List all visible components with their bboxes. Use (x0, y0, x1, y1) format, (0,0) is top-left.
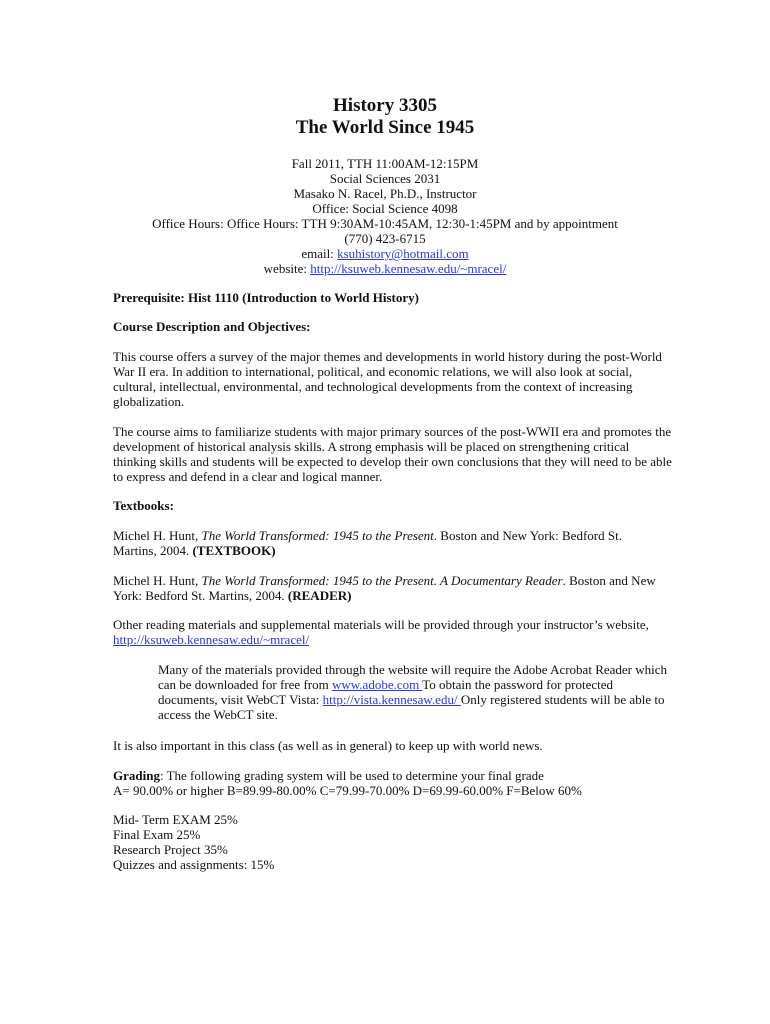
description-p2-line: thinking skills and students will be expected to develop their own conclusions that they will need to be able (113, 454, 672, 469)
website-line (0, 261, 770, 276)
grade-component: Mid- Term EXAM 25% (113, 812, 238, 827)
acrobat-text: To obtain the password for protected (422, 677, 614, 692)
course-title: History 3305 (333, 95, 437, 116)
acrobat-line-1: Many of the materials provided through the website will require the Adobe Acrobat Reader which (158, 662, 668, 677)
adobe-link[interactable]: www.adobe.com (331, 677, 423, 692)
book-publisher: . Boston and New (562, 573, 656, 588)
email-line (0, 246, 770, 261)
grade-component: Research Project 35% (113, 842, 228, 857)
description-p2-line: development of historical analysis skills. A strong emphasis will be placed on strengthening critical (113, 439, 630, 454)
description-p2-line: to express and defend in a clear and logical manner. (113, 469, 383, 484)
world-news-line: It is also important in this class (as well as in general) to keep up with world news. (113, 738, 543, 753)
acrobat-text: can be downloaded for free from (158, 677, 332, 692)
webct-link[interactable]: http://vista.kennesaw.edu/ (322, 692, 461, 707)
email-link[interactable]: ksuhistory@hotmail.com (337, 246, 469, 261)
description-p2-line: The course aims to familiarize students with major primary sources of the post-WWII era and promotes the (113, 424, 672, 439)
description-p1-line: This course offers a survey of the major themes and developments in world history during the post-World (113, 349, 662, 364)
acrobat-line-3 (158, 692, 665, 707)
description-p1-line: globalization. (113, 394, 185, 409)
book-author: Michel H. Hunt, (113, 573, 202, 588)
grade-component: Final Exam 25% (113, 827, 201, 842)
website-link[interactable]: http://ksuweb.kennesaw.edu/~mracel/ (310, 261, 507, 276)
email-label: email: (301, 246, 338, 261)
phone-line: (770) 423-6715 (344, 231, 426, 246)
other-materials-line: Other reading materials and supplemental materials will be provided through your instructor’s website, (113, 617, 649, 632)
book-author: Michel H. Hunt, (113, 528, 202, 543)
textbook-1-line-2 (113, 543, 276, 558)
grading-line (113, 768, 544, 783)
description-p1-line: War II era. In addition to international, political, and economic relations, we will also look at social, (113, 364, 633, 379)
book-publisher: . Boston and New York: Bedford St. (433, 528, 622, 543)
grading-label: Grading (113, 768, 160, 783)
term-line: Fall 2011, TTH 11:00AM-12:15PM (291, 156, 479, 171)
description-p1-line: cultural, intellectual, environmental, and technological developments from the context of increasing (113, 379, 633, 394)
office-line: Office: Social Science 4098 (312, 201, 458, 216)
description-heading: Course Description and Objectives: (113, 319, 311, 334)
grading-text: : The following grading system will be used to determine your final grade (159, 768, 544, 783)
instructor-website-link[interactable]: http://ksuweb.kennesaw.edu/~mracel/ (113, 632, 310, 647)
office-hours-line: Office Hours: Office Hours: TTH 9:30AM-10:45AM, 12:30-1:45PM and by appointment (152, 216, 618, 231)
instructor-line: Masako N. Racel, Ph.D., Instructor (293, 186, 477, 201)
room-line: Social Sciences 2031 (329, 171, 441, 186)
grading-scale: A= 90.00% or higher B=89.99-80.00% C=79.99-70.00% D=69.99-60.00% F=Below 60% (113, 783, 582, 798)
book-tag: (TEXTBOOK) (192, 543, 276, 558)
book-date: York: Bedford St. Martins, 2004. (113, 588, 288, 603)
grade-component: Quizzes and assignments: 15% (113, 857, 275, 872)
acrobat-text: documents, visit WebCT Vista: (158, 692, 323, 707)
course-subtitle: The World Since 1945 (295, 117, 475, 138)
textbooks-heading: Textbooks: (113, 498, 174, 513)
acrobat-line-2 (158, 677, 658, 692)
textbook-1-line-1 (113, 528, 622, 543)
book-title: The World Transformed: 1945 to the Present. A Documentary Reader (201, 573, 563, 588)
textbook-2-line-1 (113, 573, 656, 588)
acrobat-text: Only registered students will be able to (460, 692, 665, 707)
book-title: The World Transformed: 1945 to the Present (201, 528, 434, 543)
other-materials-link-line (113, 632, 309, 647)
book-date: Martins, 2004. (113, 543, 193, 558)
textbook-2-line-2 (113, 588, 351, 603)
website-label: website: (263, 261, 311, 276)
prerequisite: Prerequisite: Hist 1110 (Introduction to World History) (113, 290, 419, 305)
acrobat-line-4: access the WebCT site. (158, 707, 278, 722)
book-tag: (READER) (287, 588, 352, 603)
